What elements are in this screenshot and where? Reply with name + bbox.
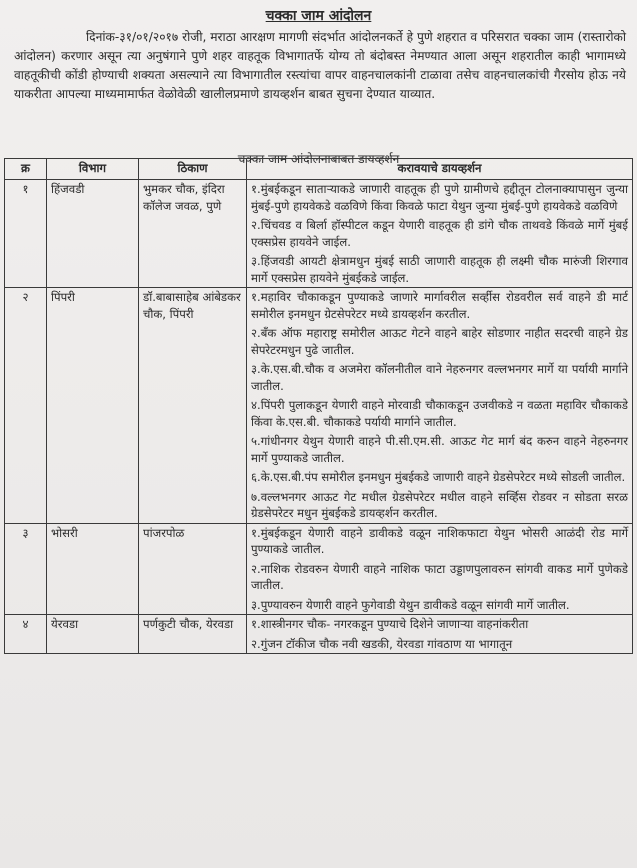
intro-paragraph: दिनांक-३१/०१/२०१७ रोजी, मराठा आरक्षण मागणी संदर्भात आंदोलनकर्ते हे पुणे शहरात व परिसरात चक्का जाम (रास्तारोको आंदोलन) करणार असून त्या अनुषंगाने पुणे शहर वाहतूक विभागातर्फे योग्य तो बंदोबस्त नेमण्यात आला असून शहरातील काही भागामध्ये वाहतूकीची कोंडी होण्याची शक्यता असल्याने त्या विभागातील रस्त्यांचा वापर वाहनचालकांनी टाळावा तसेच वाहनचालकांची गैरसोय होऊ नये याकरीता आपल्या माध्यमामार्फत वेळोवेळी खालीलप्रमाणे डायव्हर्शन बाबत सुचना देण्यात याव्यात. bbox=[14, 30, 626, 101]
diversion-item: ६.के.एस.बी.पंप समोरील इनमधुन मुंबईकडे जाणारी वाहने ग्रेडसेपरेटर मध्ये सोडली जातील. bbox=[251, 470, 626, 484]
table-header-row bbox=[5, 159, 633, 180]
diversion-item: १.मुंबईकडून येणारी वाहने डावीकडे वळून नाशिकफाटा येथुन भोसरी आळंदी रोड मार्गे पुण्याकडे जातील. bbox=[251, 525, 628, 556]
row-diversions bbox=[247, 180, 633, 288]
diversion-item: १.महाविर चौकाकडून पुण्याकडे जाणारे मार्गावरील सर्व्हीस रोडवरील सर्व वाहने डी मार्ट समोरील इनमधुन ग्रेटसेपरेटर मध्ये डायव्हर्शन करतील. bbox=[251, 290, 628, 321]
row-diversions bbox=[247, 615, 633, 654]
diversion-item: २.चिंचवड व बिर्ला हॉस्पीटल कडून येणारी वाहतूक ही डांगे चौक ताथवडे किंवळे मार्गे मुंबई एक्सप्रेस हायवेने जाईल. bbox=[251, 218, 628, 249]
diversion-item: २.नाशिक रोडवरुन येणारी वाहने नाशिक फाटा उड्डाणपुलावरुन सांगवी वाकड मार्गे पुणेकडे जातील. bbox=[251, 561, 628, 592]
diversion-item: ३.हिंजवडी आयटी क्षेत्रामधुन मुंबई साठी जाणारी वाहतूक ही लक्ष्मी चौक मारुंजी शिरगाव मार्गे एक्सप्रेस हायवेने मुंबईकडे जाईल. bbox=[251, 254, 628, 285]
row-location: भुमकर चौक, इंदिरा कॉलेज जवळ, पुणे bbox=[139, 180, 247, 288]
table-row bbox=[5, 180, 633, 288]
row-number: २ bbox=[5, 288, 47, 524]
row-department: भोसरी bbox=[47, 523, 139, 615]
diversion-item: ७.वल्लभनगर आऊट गेट मधील ग्रेडसेपरेटर मधील वाहने सर्व्हिस रोडवर न सोडता सरळ ग्रेडसेपरेटर मधुन मुंबईकडे डायव्हर्शन करतील. bbox=[251, 489, 628, 520]
row-department: पिंपरी bbox=[47, 288, 139, 524]
diversion-item: १.मुंबईकडून साताऱ्याकडे जाणारी वाहतूक ही पुणे ग्रामीणचे हद्दीतून टोलनाक्यापासुन जुन्या मुंबई-पुणे हायवेकडे वळविणे किंवा किवळे फाटा येथुन जुन्या मुंबई-पुणे हायवेकडे वळविणे bbox=[251, 182, 628, 213]
row-location: पर्णकुटी चौक, येरवडा bbox=[139, 615, 247, 654]
diversion-item: १.शास्त्रीनगर चौक- नगरकडून पुण्याचे दिशेने जाणाऱ्या वाहनांकरीता bbox=[251, 617, 529, 631]
row-diversions bbox=[247, 523, 633, 615]
row-location: पांजरपोळ bbox=[139, 523, 247, 615]
header-no: क्र bbox=[5, 159, 47, 180]
row-department: हिंजवडी bbox=[47, 180, 139, 288]
document-title: चक्का जाम आंदोलन bbox=[265, 8, 372, 24]
row-number: १ bbox=[5, 180, 47, 288]
row-department: येरवडा bbox=[47, 615, 139, 654]
diversion-item: ४.पिंपरी पुलाकडून येणारी वाहने मोरवाडी चौकाकडून उजवीकडे न वळता महाविर चौकाकडे किंवा के.एस.बी. चौकाकडे पर्यायी मार्गाने जातील. bbox=[251, 398, 628, 429]
table-row bbox=[5, 523, 633, 615]
diversion-item: ३.पुण्यावरुन येणारी वाहने फुगेवाडी येथुन डावीकडे वळून सांगवी मार्गे जातील. bbox=[251, 597, 570, 612]
diversion-item: २.गुंजन टॉकीज चौक नवी खडकी, येरवडा गांवठाण या भागातून bbox=[251, 636, 513, 651]
table-row bbox=[5, 615, 633, 654]
diversion-item: ३.के.एस.बी.चौक व अजमेरा कॉलनीतील वाने नेहरुनगर वल्लभनगर मार्गे या पर्यायी मार्गाने जातील. bbox=[251, 362, 628, 393]
header-diversion: करावयाचे डायव्हर्शन bbox=[247, 159, 633, 180]
diversion-table bbox=[4, 158, 633, 654]
row-location: डॉ.बाबासाहेब आंबेडकर चौक, पिंपरी bbox=[139, 288, 247, 524]
row-number: ४ bbox=[5, 615, 47, 654]
table-row bbox=[5, 288, 633, 524]
diversion-item: २.बँक ऑफ महाराष्ट्र समोरील आऊट गेटने वाहने बाहेर सोडणार नाहीत सदरची वाहने ग्रेड सेपरेटरमधुन पुढे जातील. bbox=[251, 326, 628, 357]
row-number: ३ bbox=[5, 523, 47, 615]
header-place: ठिकाण bbox=[139, 159, 247, 180]
row-diversions bbox=[247, 288, 633, 524]
diversion-item: ५.गांधीनगर येथुन येणारी वाहने पी.सी.एम.सी. आऊट गेट मार्ग बंद करुन वाहने नेहरुनगर मार्गे पुण्याकडे जातील. bbox=[251, 434, 628, 465]
header-dept: विभाग bbox=[47, 159, 139, 180]
table-subtitle: चक्का जाम आंदोलनाबाबत डायव्हर्शन bbox=[237, 152, 400, 166]
